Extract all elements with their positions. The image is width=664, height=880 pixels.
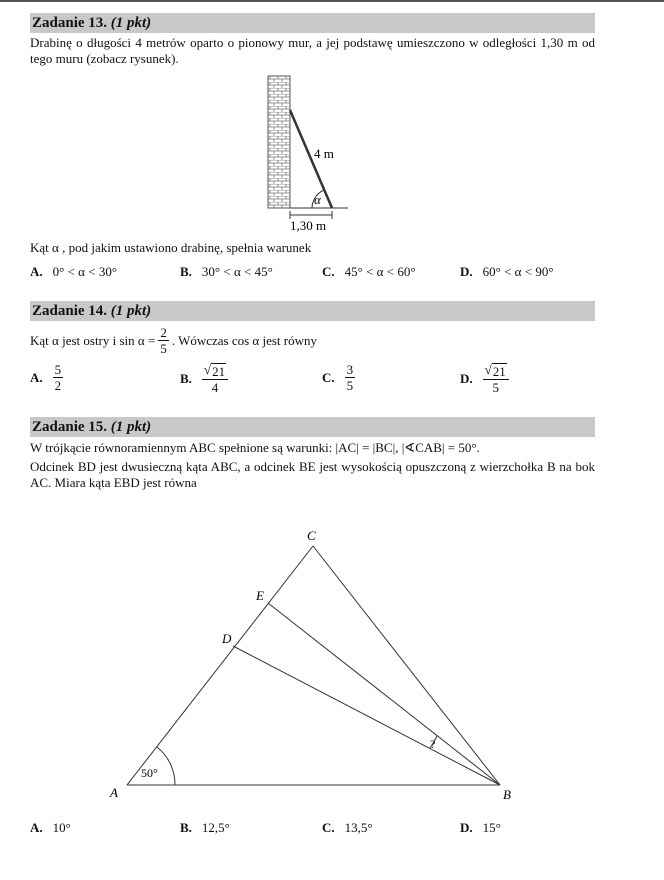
angle-ebd-label: ?: [430, 737, 436, 751]
task-13-points: (1 pkt): [110, 15, 152, 31]
answer-letter: A.: [30, 820, 43, 835]
vertex-b-label: B: [503, 787, 511, 802]
answer-text: 13,5°: [344, 820, 373, 835]
task-15-points: (1 pkt): [110, 419, 152, 435]
side-bc: [313, 546, 500, 785]
answer-text: 12,5°: [201, 820, 230, 835]
answer-text: 60° < α < 90°: [482, 264, 554, 279]
answer-text: 0° < α < 30°: [52, 264, 118, 279]
sin-denominator: 5: [160, 341, 167, 356]
sqrt-icon: √ 21: [484, 362, 506, 379]
point-d-label: D: [222, 631, 232, 646]
task-13-question-text: Kąt α , pod jakim ustawiono drabinę, spełnia warunek: [30, 240, 312, 255]
answer-text: 15°: [482, 820, 501, 835]
task-15-text-2: Odcinek BD jest dwusieczną kąta ABC, a odcinek BE jest wysokością opuszczoną z wierzchołka B na bok AC. Miara kąta EBD jest równa: [30, 459, 595, 490]
fraction-denominator: 4: [211, 380, 219, 395]
sin-numerator: 2: [160, 325, 167, 340]
fraction-numerator: 3: [346, 362, 354, 377]
answer-text: 30° < α < 45°: [201, 264, 273, 279]
answer-letter: D.: [460, 370, 473, 386]
side-ac: [127, 546, 313, 785]
fraction-numerator: 5: [54, 362, 62, 377]
radicand: 21: [212, 364, 226, 379]
task-15-answer-a[interactable]: [30, 820, 71, 836]
task-14-text-b: . Wówczas cos α jest równy: [171, 332, 318, 348]
task-13-text: Drabinę o długości 4 metrów oparto o pionowy mur, a jej podstawę umieszczono w odległości 1,30 m od tego muru (zobacz rysunek).: [30, 35, 595, 66]
task-14-title: Zadanie 14.: [32, 303, 108, 319]
answer-text: 10°: [52, 820, 71, 835]
answer-letter: D.: [460, 820, 473, 835]
answer-letter: D.: [460, 264, 473, 279]
task-15-answer-c[interactable]: [322, 820, 373, 836]
answer-text: 45° < α < 60°: [344, 264, 416, 279]
fraction-denominator: 5: [492, 380, 499, 395]
fraction-denominator: 5: [346, 378, 354, 393]
answer-letter: C.: [322, 369, 335, 385]
answer-letter: C.: [322, 264, 335, 279]
task-15-title: Zadanie 15.: [32, 419, 108, 435]
vertex-a-label: A: [110, 785, 118, 800]
alpha-label: α: [314, 192, 321, 207]
answer-letter: A.: [30, 369, 43, 385]
task-15-answer-b[interactable]: [180, 820, 230, 836]
fraction-denominator: 2: [54, 378, 62, 393]
angle-a-arc: [157, 747, 175, 785]
altitude-be: [268, 603, 500, 785]
task-15-text-1: W trójkącie równoramiennym ABC spełnione są warunki: |AC| = |BC|, |∢CAB| = 50°.: [30, 440, 480, 455]
ladder-length-label: 4 m: [314, 146, 334, 161]
base-length-label: 1,30 m: [290, 218, 327, 233]
bisector-bd: [233, 646, 500, 785]
sqrt-icon: √ 21: [203, 362, 226, 379]
task-14-text-a: Kąt α jest ostry i sin α =: [30, 332, 156, 348]
task-15-answer-d[interactable]: [460, 820, 501, 836]
answer-letter: A.: [30, 264, 43, 279]
vertex-c-label: C: [307, 528, 316, 543]
angle-a-label: 50°: [141, 766, 158, 780]
point-e-label: E: [256, 588, 264, 603]
radicand: 21: [492, 364, 506, 379]
answer-letter: B.: [180, 370, 192, 386]
answer-letter: B.: [180, 820, 192, 835]
answer-letter: C.: [322, 820, 335, 835]
task-14-points: (1 pkt): [110, 303, 152, 319]
answer-letter: B.: [180, 264, 192, 279]
task-13-title: Zadanie 13.: [32, 15, 108, 31]
